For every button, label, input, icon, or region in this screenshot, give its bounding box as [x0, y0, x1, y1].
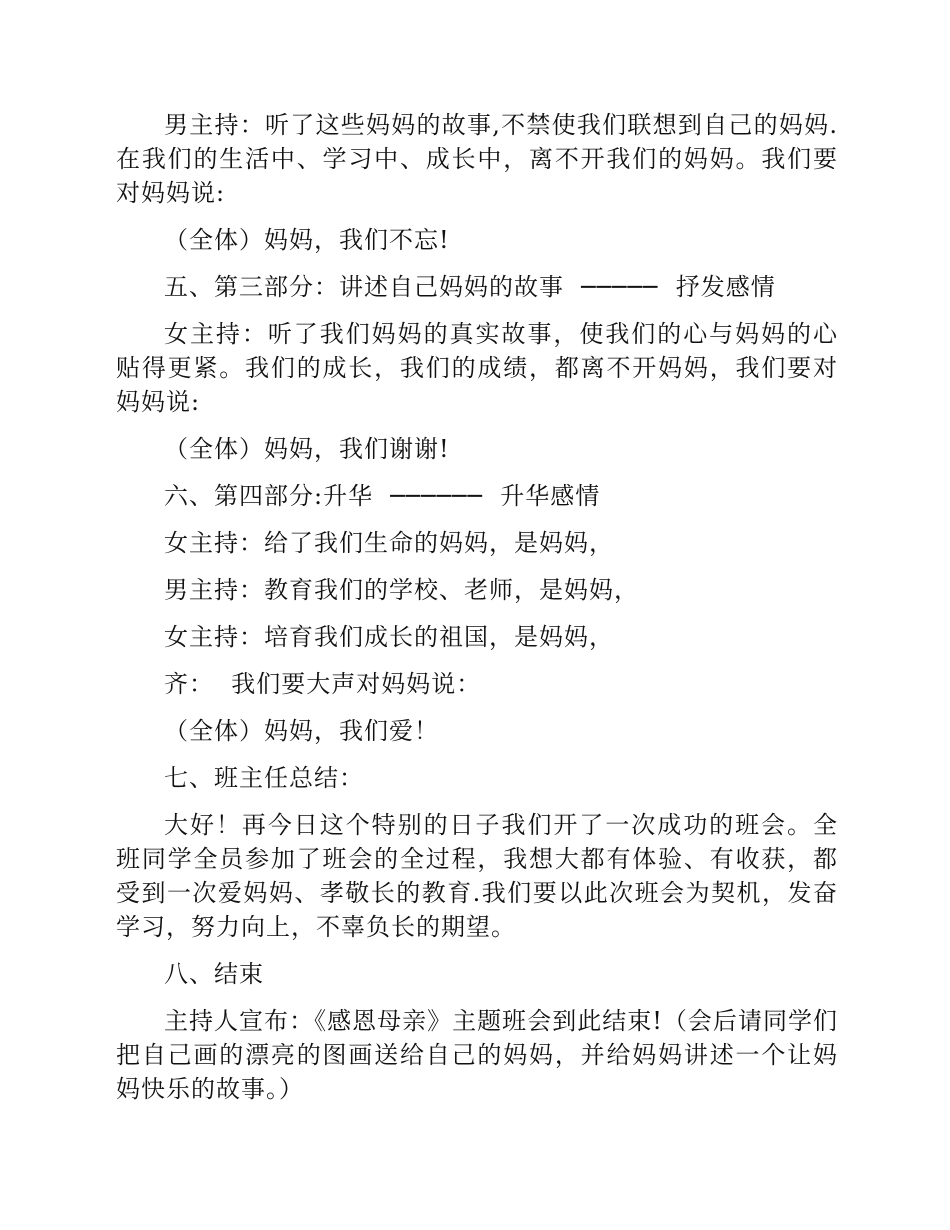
section-heading-part-three: 五、第三部分：讲述自己妈妈的故事 ───── 抒发感情 [164, 273, 776, 301]
paragraph-all-love: （全体）妈妈，我们爱！ [164, 717, 439, 745]
paragraph-all-thanks: （全体）妈妈，我们谢谢! [164, 435, 450, 463]
paragraph-female-host-stories: 女主持：听了我们妈妈的真实故事，使我们的心与妈妈的心贴得更紧。我们的成长，我们的成绩，都离不开妈妈，我们要对妈妈说: [116, 320, 838, 416]
paragraph-teacher-summary: 大好！再今日这个特别的日子我们开了一次成功的班会。全班同学全员参加了班会的全过程，我想大都有体验、有收获，都受到一次爱妈妈、孝敬长的教育.我们要以此次班会为契机，发奋学习，努力向上，不辜负长的期望。 [116, 811, 838, 941]
paragraph-host-announcement: 主持人宣布：《感恩母亲》主题班会到此结束!（会后请同学们把自己画的漂亮的图画送给自己的妈妈，并给妈妈讲述一个让妈妈快乐的故事。） [116, 1007, 838, 1103]
document-page [116, 108, 838, 1119]
paragraph-together: 齐： 我们要大声对妈妈说： [164, 670, 482, 698]
paragraph-female-host-country: 女主持：培育我们成长的祖国，是妈妈， [164, 623, 614, 651]
section-heading-part-four: 六、第四部分:升华 ────── 升华感情 [164, 482, 601, 510]
paragraph-male-host-intro: 男主持：听了这些妈妈的故事,不禁使我们联想到自己的妈妈.在我们的生活中、学习中、成长中，离不开我们的妈妈。我们要对妈妈说: [116, 111, 838, 207]
section-heading-teacher-summary: 七、班主任总结： [164, 764, 364, 792]
section-heading-end: 八、结束 [164, 960, 264, 988]
paragraph-female-host-life: 女主持：给了我们生命的妈妈，是妈妈， [164, 529, 614, 557]
paragraph-all-not-forget: （全体）妈妈，我们不忘! [164, 226, 450, 254]
paragraph-male-host-school: 男主持：教育我们的学校、老师，是妈妈， [164, 576, 639, 604]
